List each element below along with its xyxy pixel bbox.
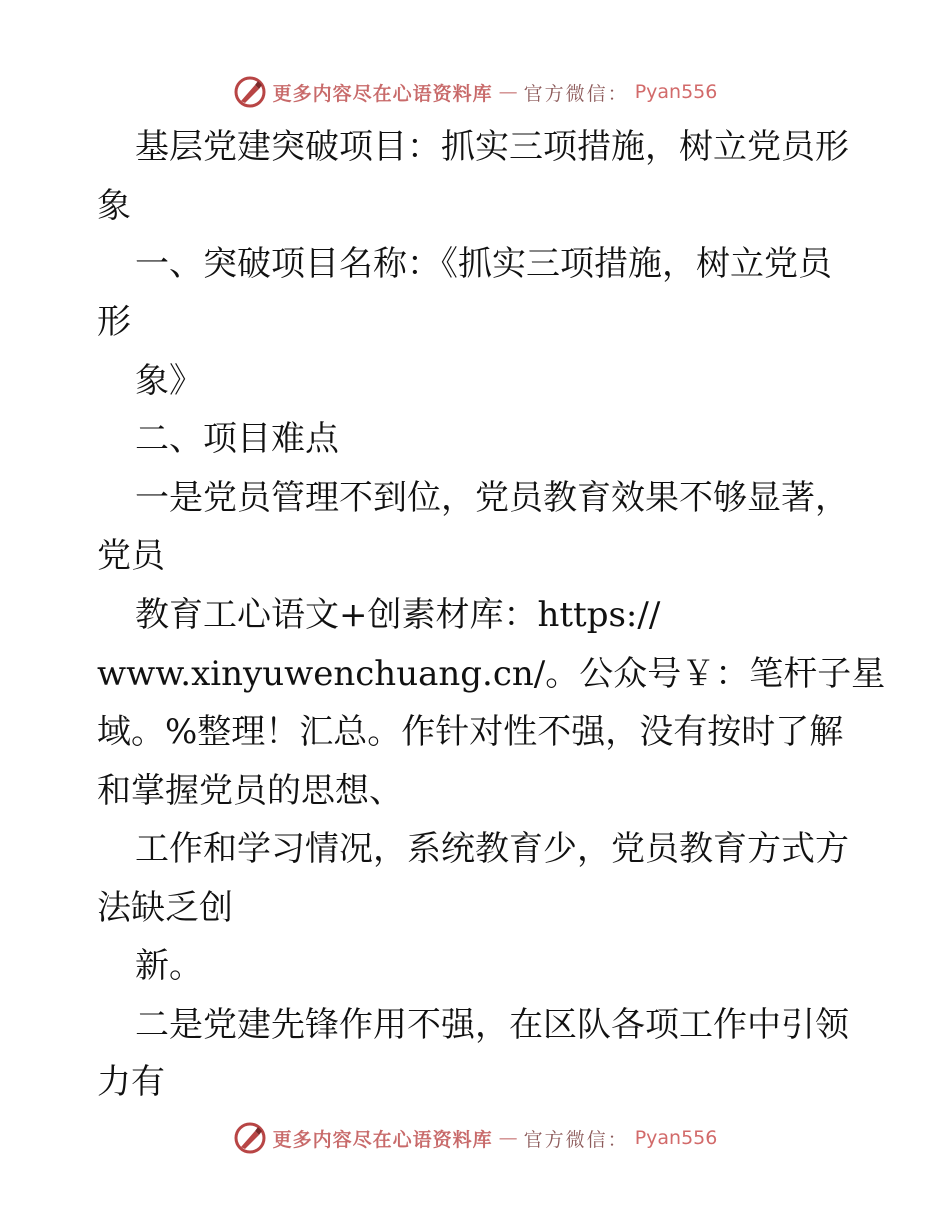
doc-line-section-1-end: 象》 — [135, 361, 203, 401]
footer-wechat-handle: Pyan556 — [634, 1127, 718, 1149]
header-dash: — — [498, 81, 518, 103]
doc-line-point-1-end: 新。 — [135, 946, 203, 986]
footer-wechat-label: 官方微信： — [523, 1128, 629, 1151]
doc-line-point-2: 二是党建先锋作用不强，在区队各项工作中引领 — [135, 1005, 849, 1045]
doc-line-point-1-ad: 教育工心语文+创素材库：https:// — [135, 595, 661, 635]
doc-line-section-2: 二、项目难点 — [135, 419, 339, 459]
footer-slogan: 更多内容尽在心语资料库 — [272, 1128, 493, 1151]
doc-line-title: 基层党建突破项目：抓实三项措施，树立党员形 — [135, 127, 849, 167]
doc-line-point-2-cont: 力有 — [97, 1062, 165, 1102]
header-wechat-handle: Pyan556 — [634, 81, 718, 103]
doc-line-title-cont: 象 — [97, 186, 131, 226]
doc-line-point-1-body-4: 法缺乏创 — [97, 888, 233, 928]
doc-line-point-1-body-3: 工作和学习情况，系统教育少，党员教育方式方 — [135, 829, 849, 869]
header-wechat-label: 官方微信： — [523, 82, 629, 105]
doc-line-section-1-cont: 形 — [97, 302, 131, 342]
pen-logo-icon — [233, 1121, 267, 1155]
doc-line-section-1: 一、突破项目名称：《抓实三项措施，树立党员 — [135, 244, 832, 284]
doc-line-url: www.xinyuwenchuang.cn/。公众号￥：笔杆子星 — [97, 654, 886, 694]
header-slogan: 更多内容尽在心语资料库 — [272, 82, 493, 105]
doc-line-point-1: 一是党员管理不到位，党员教育效果不够显著， — [135, 478, 849, 518]
footer-dash: — — [498, 1127, 518, 1149]
doc-line-point-1-cont: 党员 — [97, 536, 165, 576]
doc-line-point-1-body-2: 和掌握党员的思想、 — [97, 771, 403, 811]
doc-line-point-1-body: 域。%整理！汇总。作针对性不强，没有按时了解 — [97, 712, 844, 752]
footer-watermark — [0, 1118, 950, 1158]
